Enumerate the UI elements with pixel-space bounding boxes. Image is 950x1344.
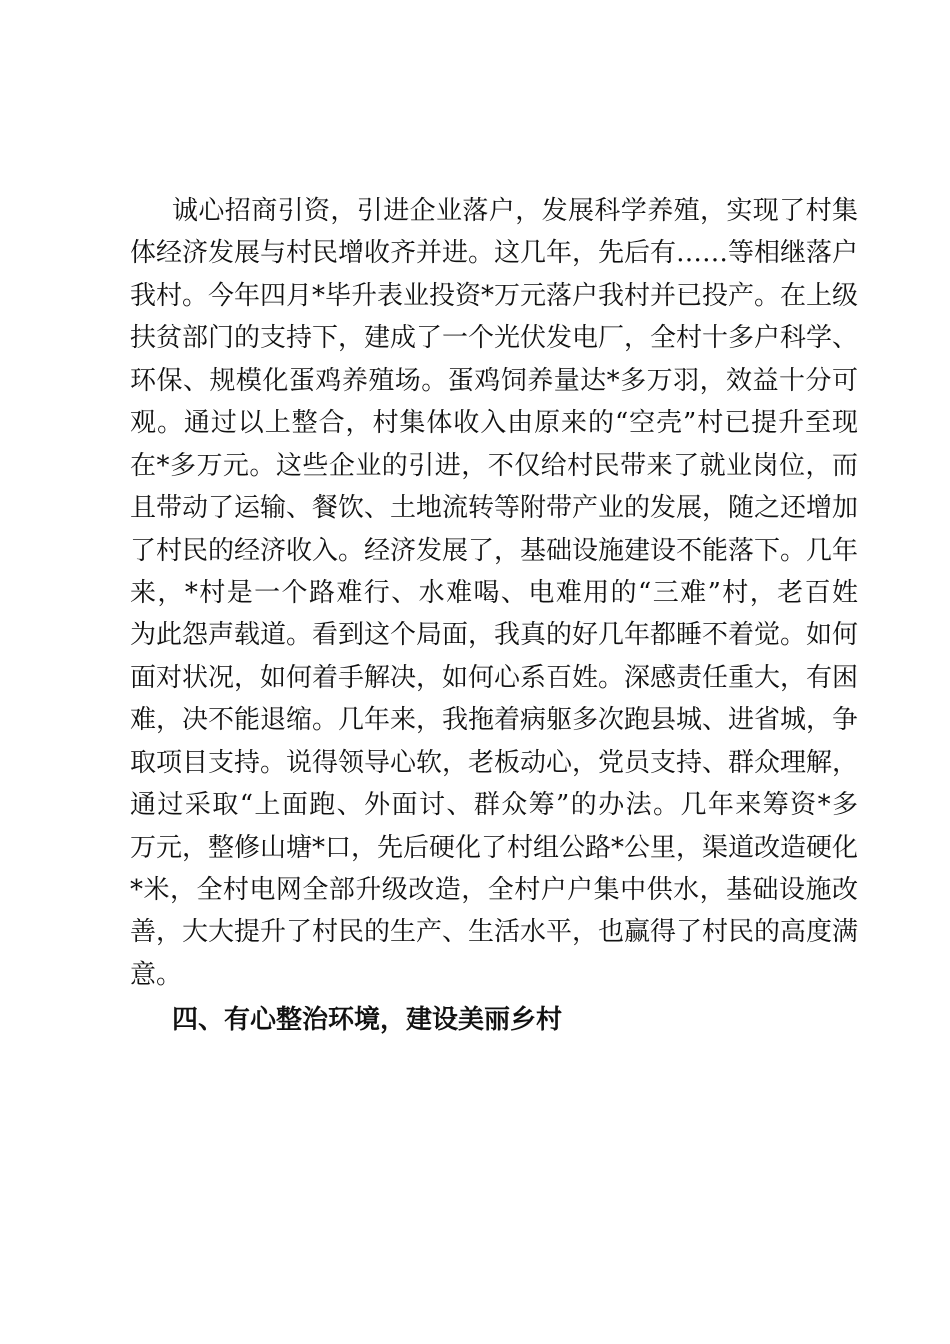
text-line: 诚心招商引资，引进企业落户，发展科学养殖，实现了村集 [172, 196, 858, 226]
text-line: 且带动了运输、餐饮、土地流转等附带产业的发展，随之还增加 [130, 493, 859, 524]
text-line: 环保、规模化蛋鸡养殖场。蛋鸡饲养量达*多万羽，效益十分可 [130, 365, 858, 396]
text-line: 扶贫部门的支持下，建成了一个光伏发电厂，全村十多户科学、 [130, 323, 859, 354]
text-line: 万元，整修山塘*口，先后硬化了村组公路*公里，渠道改造硬化 [130, 832, 859, 863]
text-line: 我村。今年四月*毕升表业投资*万元落户我村并已投产。在上级 [130, 280, 859, 311]
text-line: 难，决不能退缩。几年来，我拖着病躯多次跑县城、进省城，争 [130, 705, 859, 736]
text-line: 取项目支持。说得领导心软，老板动心，党员支持、群众理解， [130, 747, 859, 778]
text-line: 通过采取“上面跑、外面讨、群众筹”的办法。几年来筹资*多 [130, 790, 858, 821]
text-line: 了村民的经济收入。经济发展了，基础设施建设不能落下。几年 [130, 535, 859, 566]
section-heading: 四、有心整治环境，建设美丽乡村 [172, 1005, 563, 1035]
text-line: 善，大大提升了村民的生产、生活水平，也赢得了村民的高度满 [130, 917, 859, 948]
body-paragraph [130, 190, 858, 996]
text-line: 在*多万元。这些企业的引进，不仅给村民带来了就业岗位，而 [130, 450, 858, 481]
text-line: 意。 [130, 959, 183, 990]
text-line: 为此怨声载道。看到这个局面，我真的好几年都睡不着觉。如何 [130, 620, 859, 651]
text-line: 观。通过以上整合，村集体收入由原来的“空壳”村已提升至现 [130, 408, 858, 439]
text-line: 来，*村是一个路难行、水难喝、电难用的“三难”村，老百姓 [130, 577, 858, 608]
text-line: 体经济发展与村民增收齐并进。这几年，先后有……等相继落户 [130, 238, 859, 269]
text-line: *米，全村电网全部升级改造，全村户户集中供水，基础设施改 [130, 875, 858, 905]
text-line: 面对状况，如何着手解决，如何心系百姓。深感责任重大，有困 [130, 662, 859, 693]
